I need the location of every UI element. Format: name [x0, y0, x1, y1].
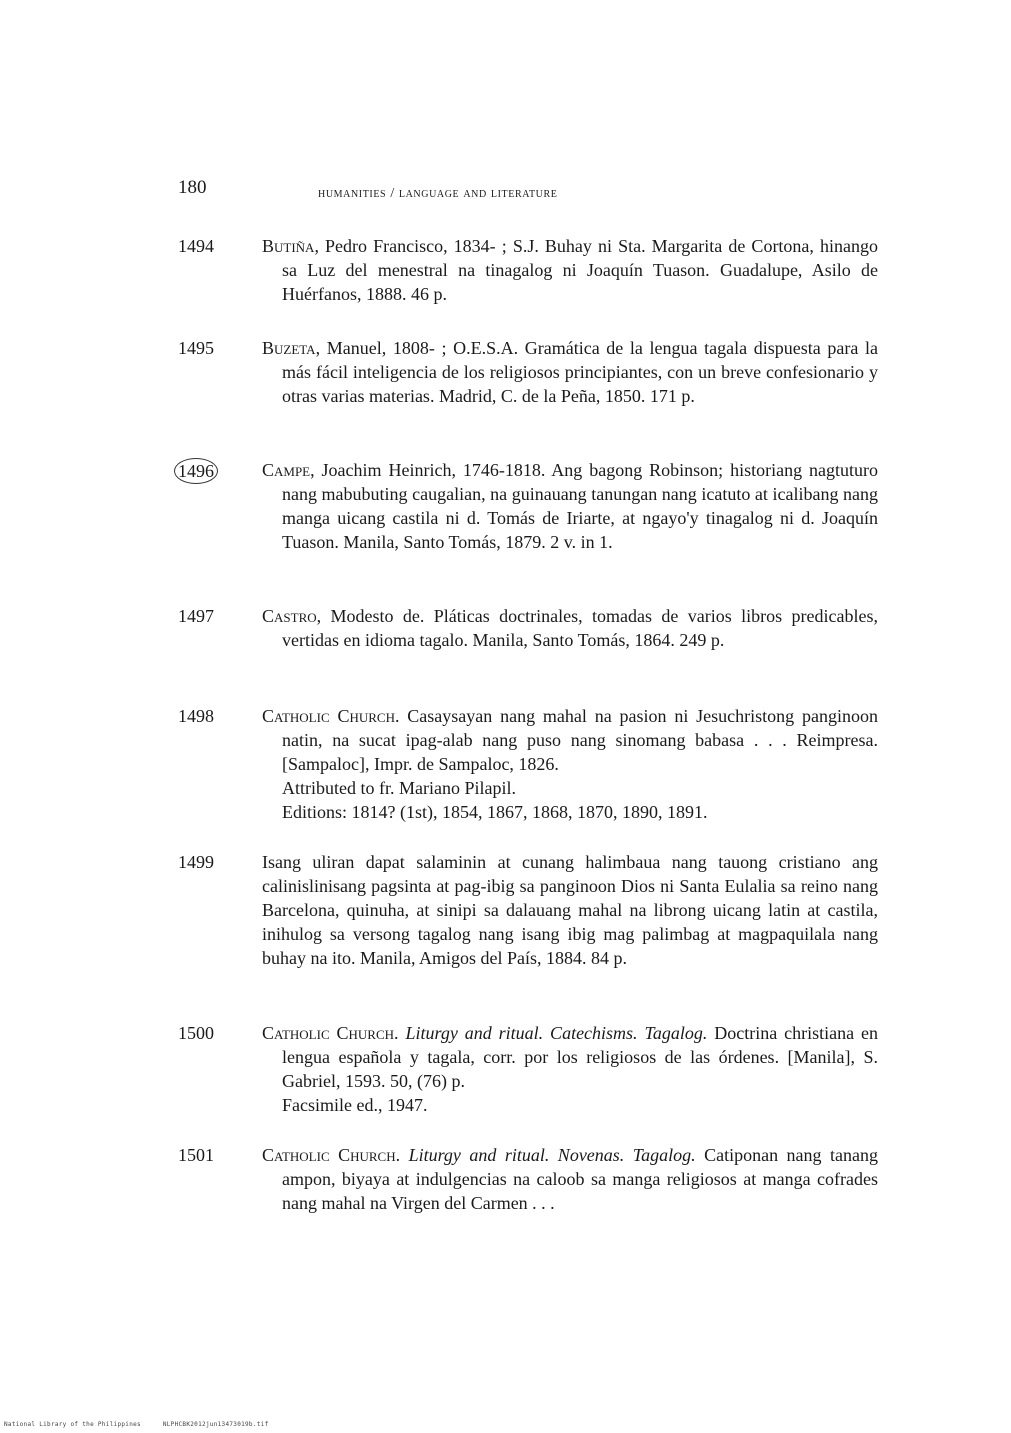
entry-1497 [178, 604, 878, 652]
entry-text: , Joachim Heinrich, 1746-1818. Ang bagong Robinson; historiang nagtuturo nang mabubuting caugalian, na guinauang tanungan nang icatuto at icalibang nang manga uicang castila ni d. Tomás de Iriarte, at ngayo'y tinagalog ni d. Joaquín Tuason. Manila, Santo Tomás, 1879. 2 v. in 1. [282, 460, 878, 552]
entry-text: Isang uliran dapat salaminin at cunang halimbaua nang tauong cristiano ang calinislinisang pagsinta at pag-ibig sa panginoon Dios ni Santa Eulalia sa reino nang Barcelona, quinuha, at sinipi sa dalauang mahal na librong uicang latin at castila, inihulog sa versong tagalog nang isang ibig mag palimbag at magpaquilala nang buhay na ito. Manila, Amigos del País, 1884. 84 p. [262, 852, 878, 968]
entry-body: Catholic Church. Liturgy and ritual. Catechisms. Tagalog. Doctrina christiana en lengua española y tagala, corr. por los religiosos de las órdenes. [Manila], S. Gabriel, 1593. 50, (76) p. [262, 1023, 879, 1091]
entry-author: Butiña [262, 236, 315, 256]
entry-body [262, 850, 878, 970]
page-number: 180 [178, 177, 207, 198]
footer-library: National Library of the Philippines [4, 1421, 141, 1428]
entry-number: 1498 [178, 706, 214, 726]
circled-number: 1496 [174, 458, 218, 484]
entry-1495 [178, 336, 878, 408]
entry-note: Facsimile ed., 1947. [282, 1095, 428, 1115]
entry-1499 [178, 850, 878, 970]
entry-number: 1494 [178, 236, 214, 256]
entry-body [262, 336, 878, 408]
scan-footer [4, 1421, 269, 1428]
entry-number: 1495 [178, 338, 214, 358]
entry-number: 1500 [178, 1023, 214, 1043]
entry-author: Buzeta [262, 338, 316, 358]
entry-text: Doctrina christiana en lengua española y tagala, corr. por los religiosos de las órdenes. [Manila], S. Gabriel, 1593. 50, (76) p. [282, 1023, 879, 1091]
entry-author: Campe [262, 460, 311, 480]
entry-author: Catholic Church [262, 1023, 395, 1043]
entry-body [262, 234, 878, 306]
entry-1498 [178, 704, 878, 824]
entry-author: Castro [262, 606, 317, 626]
entry-author: Catholic Church [262, 706, 395, 726]
entry-text: . Casaysayan nang mahal na pasion ni Jesuchristong panginoon natin, na sucat ipag-alab nang puso nang sinomang babasa . . . Reimpresa. [Sampaloc], Impr. de Sampaloc, 1826. [282, 706, 878, 774]
entry-body [262, 704, 878, 776]
entry-note: Editions: 1814? (1st), 1854, 1867, 1868, 1870, 1890, 1891. [282, 802, 708, 822]
entry-body [262, 458, 878, 554]
entry-text: Catiponan nang tanang ampon, biyaya at indulgencias na caloob sa manga religiosos at manga cofrades nang mahal na Virgen del Carmen . . . [282, 1145, 878, 1213]
entry-number: 1501 [178, 1145, 214, 1165]
entry-number-circled [178, 458, 218, 484]
entry-text: , Modesto de. Pláticas doctrinales, tomadas de varios libros predicables, vertidas en idioma tagalo. Manila, Santo Tomás, 1864. 249 p. [282, 606, 878, 650]
entry-1496 [178, 458, 878, 554]
entry-1494 [178, 234, 878, 306]
running-head: humanities / language and literature [318, 186, 558, 201]
entry-heading: Liturgy and ritual. Catechisms. Tagalog. [405, 1023, 708, 1043]
entry-number: 1497 [178, 606, 214, 626]
entry-1501 [178, 1143, 878, 1215]
entry-note: Attributed to fr. Mariano Pilapil. [282, 778, 516, 798]
entry-author: Catholic Church [262, 1145, 396, 1165]
entry-heading: Liturgy and ritual. Novenas. Tagalog. [408, 1145, 696, 1165]
entry-body: Catholic Church. Liturgy and ritual. Novenas. Tagalog. Catiponan nang tanang ampon, biyaya at indulgencias na caloob sa manga religiosos at manga cofrades nang mahal na Virgen del Carmen . . . [262, 1145, 878, 1213]
entry-text: , Pedro Francisco, 1834- ; S.J. Buhay ni Sta. Margarita de Cortona, hinango sa Luz del menestral na tinagalog ni Joaquín Tuason. Guadalupe, Asilo de Huérfanos, 1888. 46 p. [282, 236, 878, 304]
entry-text: , Manuel, 1808- ; O.E.S.A. Gramática de la lengua tagala dispuesta para la más fácil inteligencia de los religiosos principiantes, con un breve confesionario y otras varias materias. Madrid, C. de la Peña, 1850. 171 p. [282, 338, 878, 406]
entry-1500 [178, 1021, 878, 1117]
footer-file-id: NLPHCBK2012jun13473019b.tif [162, 1421, 269, 1428]
entry-body [262, 604, 878, 652]
entry-number: 1499 [178, 852, 214, 872]
